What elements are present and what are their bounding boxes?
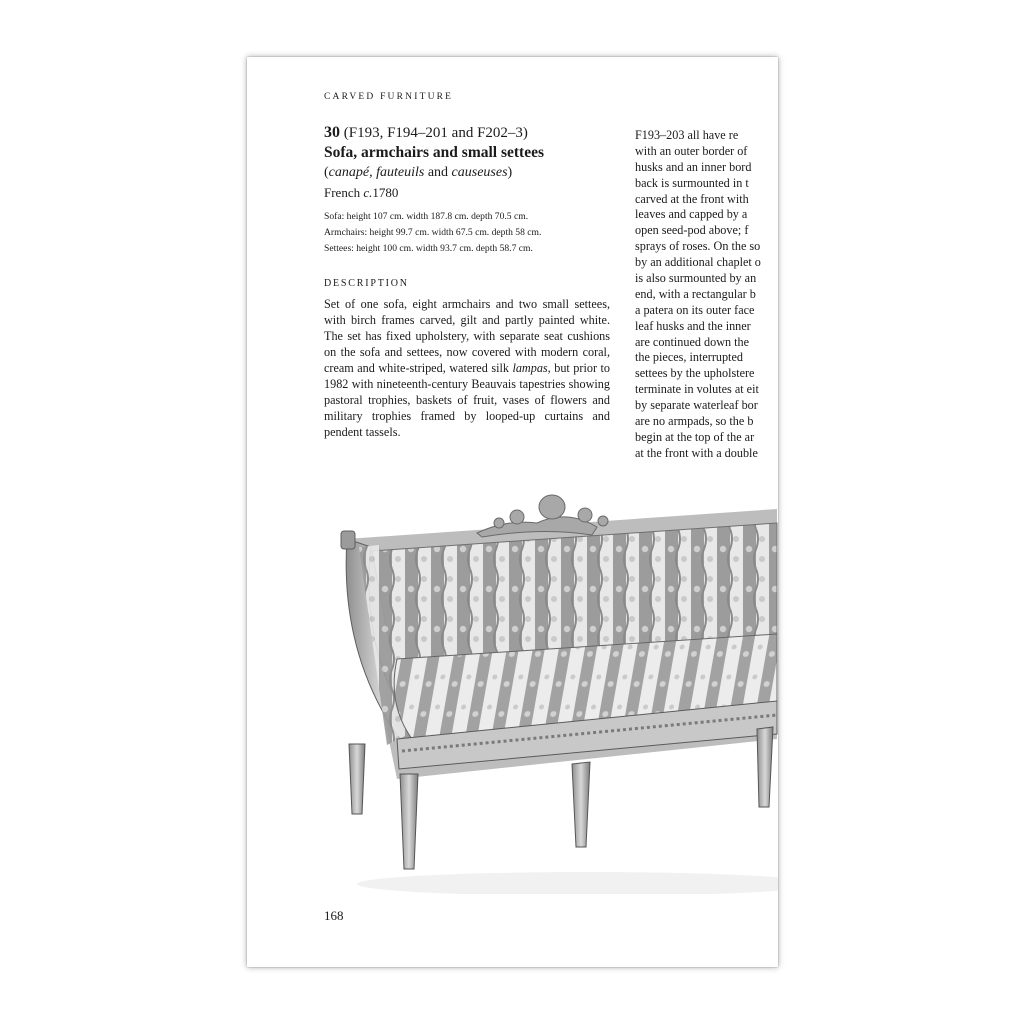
entry-column — [324, 123, 610, 440]
description-text — [324, 296, 610, 440]
text-line: the pieces, interrupted — [635, 350, 743, 365]
entry-subtitle — [324, 163, 610, 182]
text-line: sprays of roses. On the so — [635, 239, 761, 254]
description-italic: lampas — [512, 361, 548, 375]
subtitle-term-2: causeuses — [451, 165, 508, 180]
entry-refs: (F193, F194–201 and F202–3) — [343, 125, 528, 141]
dimension-line: Settees: height 100 cm. width 93.7 cm. depth 58.7 cm. — [324, 243, 533, 254]
text-line: are no armpads, so the b — [635, 414, 754, 429]
text-line: leaves and capped by a — [635, 207, 748, 222]
crest-carving — [477, 495, 608, 537]
dimension-line: Armchairs: height 99.7 cm. width 67.5 cm. depth 58 cm. — [324, 227, 542, 238]
origin-country: French — [324, 185, 364, 200]
entry-heading — [324, 123, 610, 143]
origin-circa: c. — [363, 185, 373, 200]
subtitle-open: ( — [324, 165, 329, 180]
continuation-column — [635, 128, 778, 462]
text-line: carved at the front with — [635, 191, 749, 206]
text-line: at the front with a double — [635, 445, 758, 460]
text-line: settees by the upholstere — [635, 366, 755, 381]
text-line: husks and an inner bord — [635, 159, 752, 174]
description-part-2: , but prior to 1982 with nineteenth-century Beauvais tapestries showing pastoral trophies, baskets of fruit, vases of flowers and military trophies framed by looped-up curtains and pendent tassels. — [324, 361, 610, 439]
text-line: back is surmounted in t — [635, 175, 749, 190]
text-line: are continued down the — [635, 334, 750, 349]
text-line: by an additional chaplet o — [635, 255, 761, 270]
text-line: begin at the top of the ar — [635, 429, 755, 444]
text-line: terminate in volutes at eit — [635, 382, 759, 397]
book-page — [247, 57, 778, 967]
entry-origin — [324, 182, 610, 203]
running-head: CARVED FURNITURE — [324, 92, 454, 102]
text-line: F193–203 all have re — [635, 128, 739, 142]
text-line: is also surmounted by an — [635, 271, 757, 286]
dimension-line: Sofa: height 107 cm. width 187.8 cm. depth 70.5 cm. — [324, 211, 529, 222]
text-line: leaf husks and the inner — [635, 318, 751, 333]
text-line: with an outer border of — [635, 143, 748, 158]
text-line: open seed-pod above; f — [635, 223, 749, 238]
entry-number: 30 — [324, 124, 340, 141]
text-line: end, with a rectangular b — [635, 286, 756, 301]
text-line: by separate waterleaf bor — [635, 398, 758, 413]
dimensions-list — [324, 209, 610, 257]
subtitle-close: ) — [507, 165, 513, 180]
text-line: a patera on its outer face — [635, 302, 755, 317]
subtitle-and: and — [424, 165, 452, 180]
entry-title: Sofa, armchairs and small settees — [324, 144, 544, 161]
sofa-photograph — [327, 489, 778, 894]
subtitle-term-1: canapé, fauteuils — [328, 165, 425, 180]
description-part-1: Set of one sofa, eight armchairs and two small settees, with birch frames carved, gilt and partly painted white. The set has fixed upholstery, with separate seat cushions on the sofa and settees, now covered with modern coral, cream and white-striped, watered silk — [324, 297, 610, 375]
origin-year: 1780 — [372, 185, 399, 200]
section-heading: DESCRIPTION — [324, 278, 409, 289]
page-number: 168 — [324, 908, 344, 923]
